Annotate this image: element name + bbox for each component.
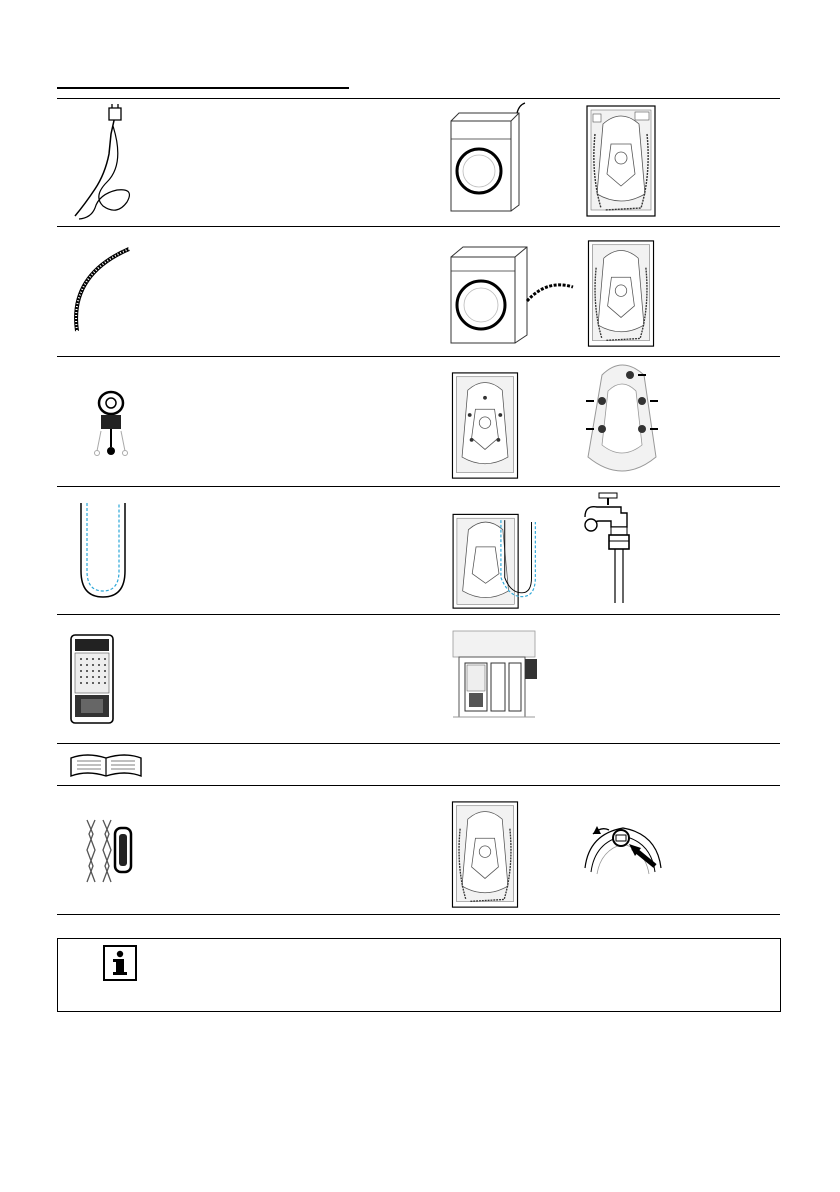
transport-cap-icon: [81, 816, 137, 886]
accessory-row-hose-clip: [57, 357, 780, 487]
inlet-hose-icon: [73, 501, 133, 601]
info-note-box: [57, 938, 781, 1012]
info-icon: [103, 945, 137, 981]
washer-back-panel-icon: [585, 104, 657, 219]
washer-drain-hose-icon: [447, 239, 577, 345]
accessory-row-detergent-box: [57, 615, 780, 744]
back-panel-bolt-positions-icon: [582, 361, 662, 481]
detergent-drawer-icon: [449, 629, 539, 729]
drain-hose-icon: [67, 245, 137, 335]
power-cord-icon: [65, 104, 145, 224]
accessory-row-drain-hose: [57, 227, 780, 357]
accessory-row-inlet-hoses: [57, 487, 780, 615]
accessory-row-transport-caps: [57, 786, 780, 915]
washer-back-inlet-icon: [449, 501, 549, 611]
manual-book-icon: [69, 752, 143, 780]
accessory-row-power-cord: [57, 99, 780, 227]
heading-underline: [57, 87, 349, 89]
door-cap-insert-icon: [583, 808, 663, 888]
washer-back-bolts-icon: [449, 371, 521, 481]
detergent-container-icon: [67, 633, 123, 727]
accessories-table: [57, 98, 780, 915]
hose-clamp-icon: [91, 389, 131, 464]
washer-back-drain-icon: [585, 239, 657, 349]
accessory-row-manual: [57, 744, 780, 786]
washer-back-caps-icon: [449, 800, 521, 910]
water-tap-icon: [581, 491, 641, 606]
washer-front-cord-icon: [447, 101, 532, 217]
